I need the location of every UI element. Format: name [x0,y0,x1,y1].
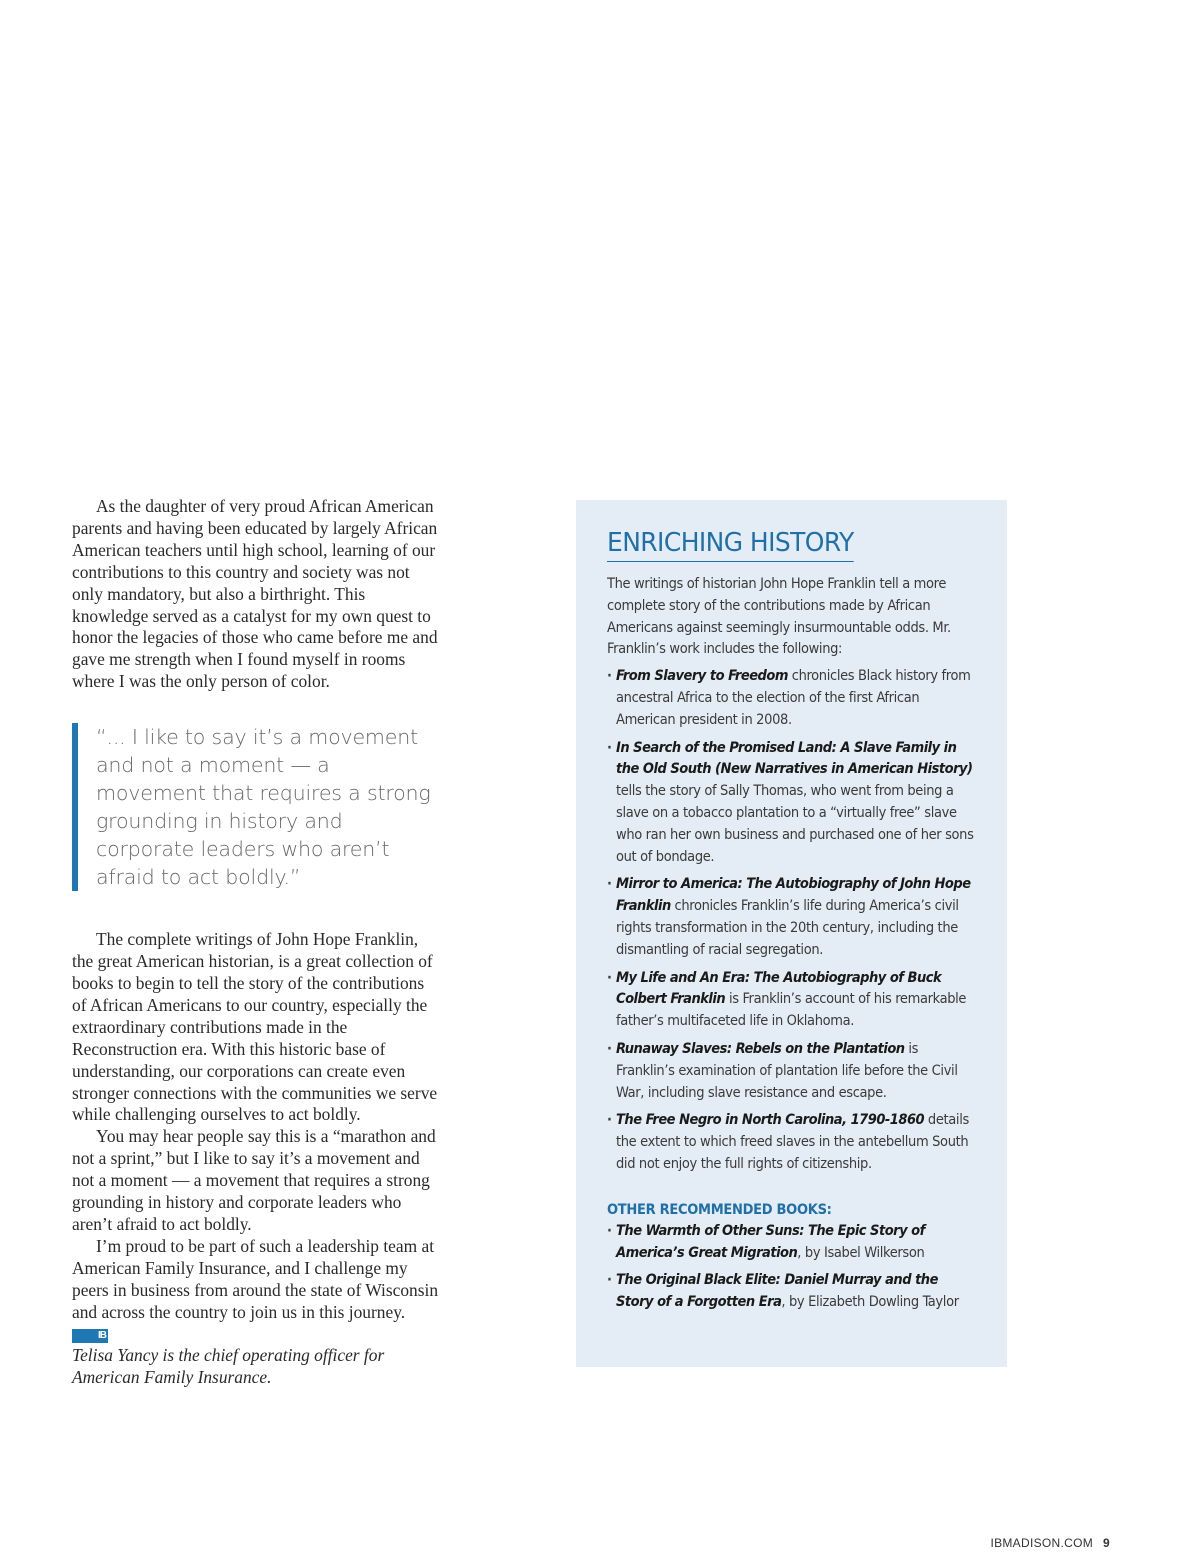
paragraph-2: The complete writings of John Hope Franklin, the great American historian, is a great collection of books to begin to tell the story of the contributions of African Americans to our country, especially the extraordinary contributions made in the Reconstruction era. With this historic base of understanding, our corporations can create even stronger connections with the communities we serve while challenging ourselves to act boldly. [72,929,438,1125]
list-item [607,968,977,1033]
paragraph-1: As the daughter of very proud African American parents and having been educated by largely African American teachers until high school, learning of our contributions to this country and society was not only mandatory, but also a birthright. This knowledge served as a catalyst for my own quest to honor the legacies of those who came before me and gave me strength when I found myself in rooms where I was the only person of color. [72,496,438,692]
book-description: is Franklin’s account of his remarkable father’s multifaceted life in Oklahoma. [616,991,967,1030]
sidebar-title: ENRICHING HISTORY [607,526,854,562]
book-description: details the extent to which freed slaves in the antebellum South did not enjoy the full rights of citizenship. [616,1112,969,1172]
book-title: The Free Negro in North Carolina, 1790-1860 [616,1112,925,1129]
book-title: My Life and An Era: The Autobiography of Buck Colbert Franklin [616,969,942,1008]
paragraph-4-text: I’m proud to be part of such a leadership team at American Family Insurance, and I challenge my peers in business from around the state of Wisconsin and across the country to join us in this journey. [72,1235,439,1322]
page-footer [990,1536,1110,1550]
book-description: chronicles Black history from ancestral Africa to the election of the first African American president in 2008. [616,668,971,728]
paragraph-4 [72,1236,442,1346]
book-description: chronicles Franklin’s life during America’s civil rights transformation in the 20th century, including the dismantling of racial segregation. [616,898,959,958]
end-mark-logo: IB [72,1329,108,1343]
book-title: Mirror to America: The Autobiography of John Hope Franklin [616,876,971,915]
enriching-history-sidebar [576,500,1007,1367]
list-item [607,874,977,961]
book-description: is Franklin’s examination of plantation life before the Civil War, including slave resistance and escape. [616,1040,958,1101]
book-title: In Search of the Promised Land: A Slave Family in the Old South (New Narratives in American History) [616,739,973,778]
book-description: , by Elizabeth Dowling Taylor [781,1294,959,1311]
book-description: , by Isabel Wilkerson [797,1244,925,1261]
list-item [607,1039,977,1104]
other-books-list [607,1221,977,1314]
list-item [607,1110,977,1175]
sidebar-intro: The writings of historian John Hope Franklin tell a more complete story of the contributions made by African Americans against seemingly insurmountable odds. Mr. Franklin’s work includes the following: [607,576,951,658]
pull-quote: “... I like to say it’s a movement and not a moment — a movement that requires a strong grounding in history and corporate leaders who aren’t afraid to act boldly.” [72,723,442,891]
list-item [607,738,977,869]
book-title: Runaway Slaves: Rebels on the Plantation [616,1040,905,1057]
list-item [607,666,977,731]
footer-site: IBMADISON.COM [990,1536,1094,1550]
book-title: The Original Black Elite: Daniel Murray and the Story of a Forgotten Era [616,1272,938,1311]
paragraph-3: You may hear people say this is a “marathon and not a sprint,” but I like to say it’s a movement and not a moment — a movement that requires a strong grounding in history and corporate leaders who aren’t afraid to act boldly. [72,1126,436,1234]
list-item [607,1270,977,1314]
book-description: tells the story of Sally Thomas, who went from being a slave on a tobacco plantation to a “virtually free” slave who ran her own business and purchased one of her sons out of bondage. [616,783,974,865]
article-body [72,496,442,1389]
page-number: 9 [1103,1536,1110,1550]
book-title: The Warmth of Other Suns: The Epic Story of America’s Great Migration [616,1222,925,1261]
franklin-books-list [607,666,977,1176]
list-item [607,1221,977,1265]
other-books-heading: OTHER RECOMMENDED BOOKS: [607,1201,832,1218]
book-title: From Slavery to Freedom [616,668,788,685]
author-bio: Telisa Yancy is the chief operating officer for American Family Insurance. [72,1345,385,1388]
